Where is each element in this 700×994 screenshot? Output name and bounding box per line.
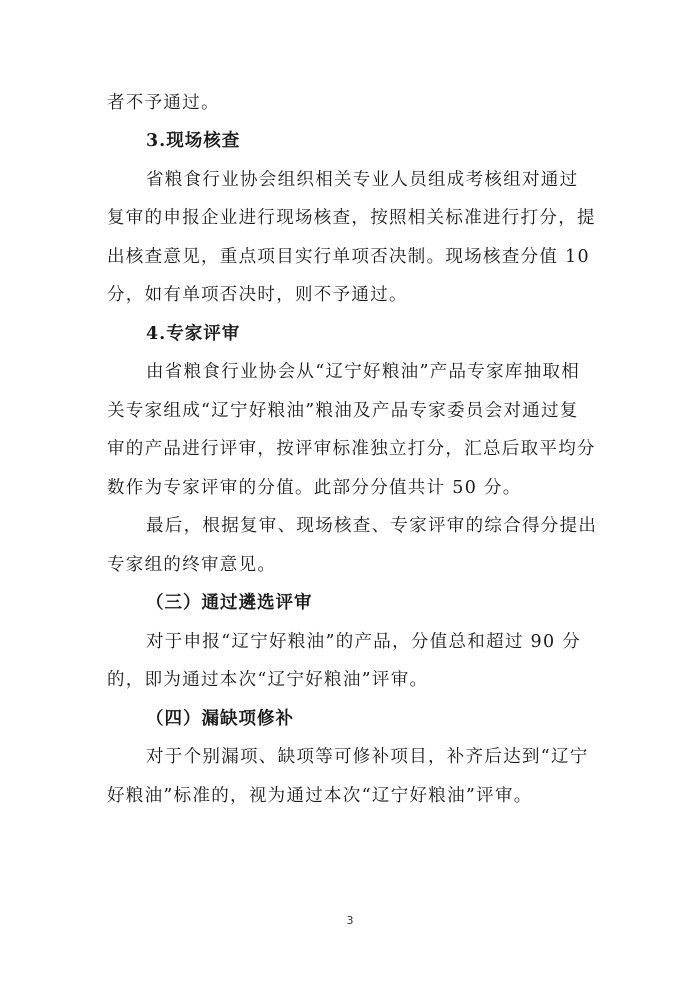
body-text-line: 最后，根据复审、现场核查、专家评审的综合得分提出	[146, 516, 598, 536]
body-text-line: 关专家组成“辽宁好粮油”粮油及产品专家委员会对通过复	[107, 401, 579, 421]
body-text-line: 好粮油”标准的，视为通过本次“辽宁好粮油”评审。	[107, 786, 533, 806]
body-text-line: 对于申报“辽宁好粮油”的产品，分值总和超过 90 分	[146, 632, 582, 652]
body-text-line: 的，即为通过本次“辽宁好粮油”评审。	[107, 670, 429, 690]
section-heading: 3.现场核查	[146, 131, 241, 151]
body-text-line: 省粮食行业协会组织相关专业人员组成考核组对通过	[146, 170, 579, 190]
page-number: 3	[346, 914, 354, 927]
body-text-line: 复审的申报企业进行现场核查，按照相关标准进行打分，提	[107, 208, 596, 228]
body-text-line: 分，如有单项否决时，则不予通过。	[107, 285, 408, 305]
body-text-line: 专家组的终审意见。	[107, 555, 277, 575]
body-text-line: 者不予通过。	[107, 93, 220, 113]
body-text-line: 数作为专家评审的分值。此部分分值共计 50 分。	[107, 478, 522, 498]
body-text-line: 出核查意见，重点项目实行单项否决制。现场核查分值 10	[107, 247, 590, 267]
section-heading: （四）漏缺项修补	[146, 709, 294, 729]
body-text-line: 审的产品进行评审，按评审标准独立打分，汇总后取平均分	[107, 439, 596, 459]
section-heading: 4.专家评审	[146, 324, 241, 344]
section-heading: （三）通过遴选评审	[146, 593, 313, 613]
body-text-line: 由省粮食行业协会从“辽宁好粮油”产品专家库抽取相	[146, 362, 581, 382]
body-text-line: 对于个别漏项、缺项等可修补项目，补齐后达到“辽宁	[146, 747, 589, 767]
